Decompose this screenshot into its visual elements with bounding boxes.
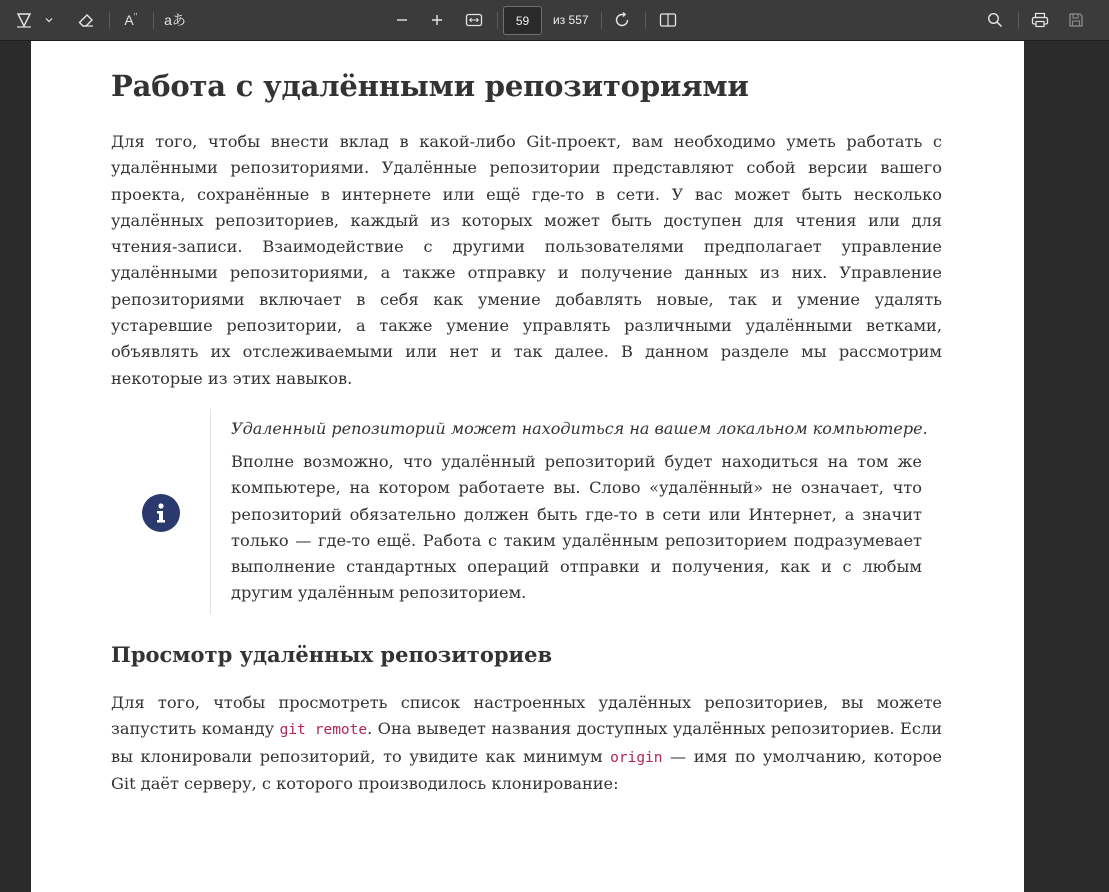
print-icon[interactable] <box>1026 7 1054 33</box>
intro-paragraph: Для того, чтобы внести вклад в какой-либо Git-проект, вам необходимо уметь работать с удалёнными репозиториями. Удалённые репозитории представляют собой версии вашего проекта, сохранённые в интернете или ещё где-то в сети. У вас может быть несколько удалённых репозиториев, каждый из которых может быть доступен для чтения или для чтения-записи. Взаимодействие с другими пользователями предполагает управление удалёнными репозиториями, а также отправку и получение данных из них. Управление репозиториями включает в себя как умение добавлять новые, так и умение удалять устаревшие репозитории, а также умение управлять различными удалёнными ветками, объявлять их отслеживаемыми или нет и так далее. В данном разделе мы рассмотрим некоторые из этих навыков. <box>111 132 942 388</box>
paragraph-text: — имя по умолчанию, которое Git даёт серверу, с которого производилось клонирование: <box>111 746 942 793</box>
section-heading: Просмотр удалённых репозиториев <box>111 642 553 667</box>
toolbar-separator <box>153 12 154 29</box>
chevron-down-icon[interactable] <box>37 7 61 33</box>
inline-code-origin: origin <box>610 749 663 766</box>
toolbar-separator <box>601 12 602 29</box>
eraser-icon[interactable] <box>72 7 100 33</box>
draw-icon[interactable] <box>10 7 38 33</box>
note-body: Вполне возможно, что удалённый репозиторий будет находиться на том же компьютере, на котором работаете вы. Слово «удалённый» не означает, что репозиторий обязательно должен быть где-то в сети или Интернет, а значит только — где-то ещё. Работа с таким удалённым репозиторием подразумевает выполнение стандартных операций отправки и получения, как и с любым другим удалённым репозиторием. <box>231 452 922 603</box>
pdf-toolbar <box>0 0 1109 41</box>
translate-icon[interactable]: aあ <box>164 12 186 28</box>
document-page <box>31 41 1024 892</box>
info-note <box>111 409 942 614</box>
inline-code-git-remote: git remote <box>279 722 368 739</box>
search-icon[interactable] <box>981 7 1009 33</box>
zoom-out-icon[interactable] <box>388 7 416 33</box>
info-icon <box>142 494 180 532</box>
toolbar-separator <box>645 12 646 29</box>
save-icon[interactable] <box>1062 7 1090 33</box>
page-heading: Работа с удалёнными репозиториями <box>111 69 749 103</box>
toolbar-separator <box>1018 12 1019 29</box>
page-total-label: из 557 <box>553 13 589 27</box>
note-title: Удаленный репозиторий может находиться на вашем локальном компьютере. <box>231 419 928 438</box>
note-divider <box>210 409 211 614</box>
zoom-in-icon[interactable] <box>423 7 451 33</box>
read-aloud-icon[interactable]: $A^{ʼʼ}$ <box>124 12 138 28</box>
toolbar-separator <box>497 12 498 29</box>
paragraph-text: . Она выведет названия доступных удалённых репозиториев. Если вы клонировали репозиторий, то увидите как минимум <box>111 719 942 766</box>
rotate-icon[interactable] <box>608 7 636 33</box>
view-remotes-paragraph <box>111 690 942 797</box>
page-view-icon[interactable] <box>654 7 682 33</box>
paragraph-text: Для того, чтобы просмотреть список настроенных удалённых репозиториев, вы можете запустить команду <box>111 693 942 739</box>
toolbar-separator <box>109 12 110 29</box>
page-number-input[interactable] <box>503 6 542 35</box>
fit-page-icon[interactable] <box>460 7 488 33</box>
